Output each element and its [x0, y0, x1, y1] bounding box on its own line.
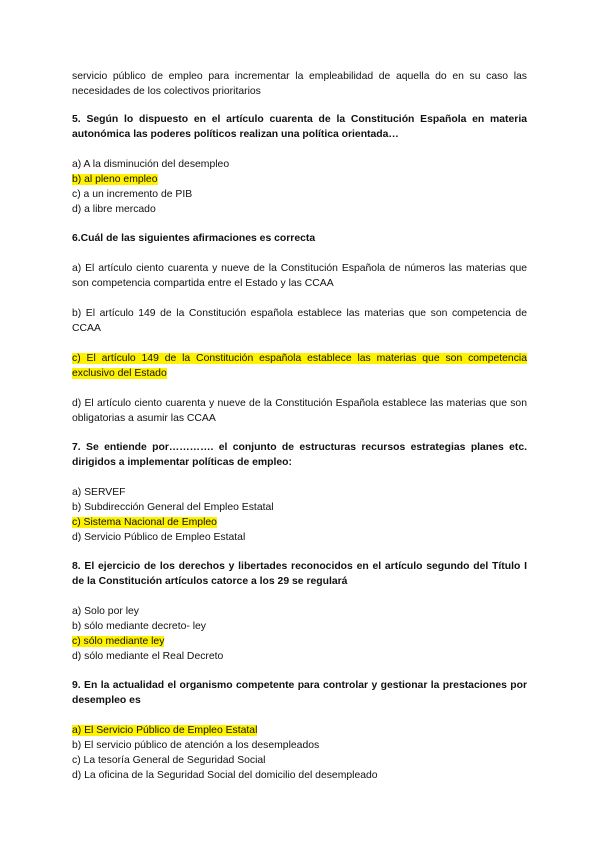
q7-option-d: d) Servicio Público de Empleo Estatal [72, 532, 246, 543]
question-9: 9. En la actualidad el organismo competente para controlar y gestionar la prestaciones por desempleo es [72, 680, 527, 706]
q7-option-b: b) Subdirección General del Empleo Estatal [72, 502, 274, 513]
q8-option-d: d) sólo mediante el Real Decreto [72, 651, 224, 662]
q7-option-a: a) SERVEF [72, 487, 126, 498]
q5-option-c: c) a un incremento de PIB [72, 189, 193, 200]
q6-option-a: a) El artículo ciento cuarenta y nueve de la Constitución Española de números las materias que son competencia compartida entre el Estado y las CCAA [72, 263, 527, 289]
question-8: 8. El ejercicio de los derechos y libertades reconocidos en el artículo segundo del Título I de la Constitución artículos catorce a los 29 se regulará [72, 561, 527, 587]
q8-option-c [72, 634, 527, 649]
intro-paragraph: servicio público de empleo para incrementar la empleabilidad de aquella do en su caso las necesidades de los colectivos prioritarios [72, 71, 527, 97]
highlighted-answer: a) El Servicio Público de Empleo Estatal [72, 725, 258, 736]
q9-option-d: d) La oficina de la Seguridad Social del domicilio del desempleado [72, 770, 378, 781]
q6-option-b: b) El artículo 149 de la Constitución española establece las materias que son competencia de CCAA [72, 308, 527, 334]
highlighted-answer: b) al pleno empleo [72, 174, 158, 185]
q9-option-c: c) La tesoría General de Seguridad Social [72, 755, 266, 766]
q8-option-a: a) Solo por ley [72, 606, 139, 617]
highlighted-answer: c) Sistema Nacional de Empleo [72, 517, 217, 528]
document-page [72, 69, 527, 783]
highlighted-answer: c) El artículo 149 de la Constitución española establece las materias que son competencia exclusivo del Estado [72, 353, 527, 379]
q5-option-d: d) a libre mercado [72, 204, 156, 215]
question-7: 7. Se entiende por…………. el conjunto de estructuras recursos estrategias planes etc. dirigidos a implementar políticas de empleo: [72, 442, 527, 468]
q9-option-b: b) El servicio público de atención a los desempleados [72, 740, 320, 751]
q5-option-a: a) A la disminución del desempleo [72, 159, 230, 170]
q8-option-b: b) sólo mediante decreto- ley [72, 621, 206, 632]
highlighted-answer: c) sólo mediante ley [72, 636, 165, 647]
q6-option-c [72, 351, 527, 381]
question-5: 5. Según lo dispuesto en el artículo cuarenta de la Constitución Española en materia autonómica las poderes políticos realizan una política orientada… [72, 114, 527, 140]
q6-option-d: d) El artículo ciento cuarenta y nueve de la Constitución Española establece las materias que son obligatorias a asumir las CCAA [72, 398, 527, 424]
question-6: 6.Cuál de las siguientes afirmaciones es correcta [72, 233, 316, 244]
q7-option-c [72, 515, 527, 530]
q9-option-a [72, 723, 527, 738]
q5-option-b [72, 172, 527, 187]
